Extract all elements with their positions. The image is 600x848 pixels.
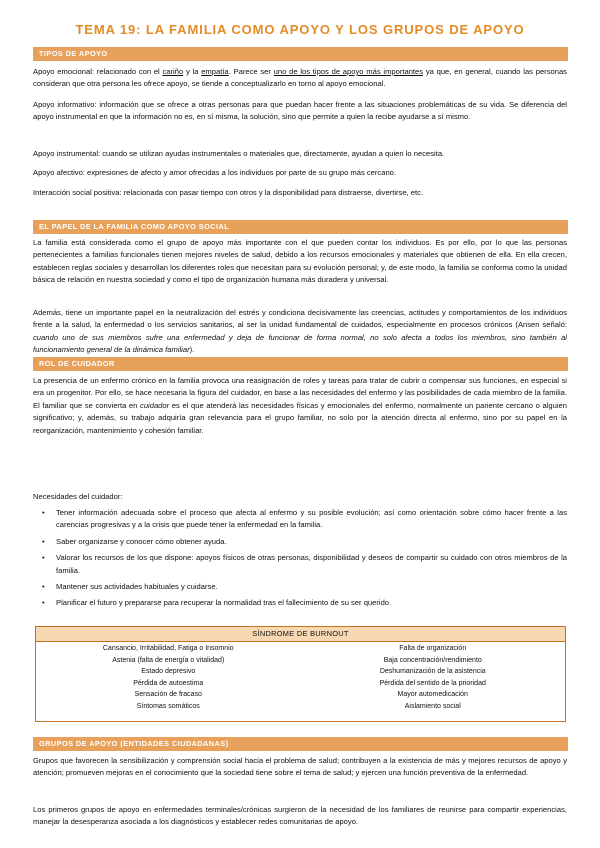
paragraph-grupos-1: Grupos que favorecen la sensibilización y comprensión social hacia el problema de salud; contribuyen a la existencia de más y mejores recursos de apoyo y atención; promueven mejoras en el conocimiento que la sociedad tiene sobre el tema de salud; y ejercen una función preventiva de la enfermedad. [33, 756, 567, 778]
table-cell: Cansancio, Irritabilidad, Fatiga o Insomnio [102, 645, 234, 652]
paragraph-familia-1: La familia está considerada como el grupo de apoyo más importante con el que pueden contar los individuos. Es por ello, por lo que las personas pertenecientes a familias funcionales tienen mejores niveles de salud, debido a los recursos emocionales y materiales que obtienen de ella. En ella crecen, establecen reglas sociales y desarrollan los diferentes roles que necesitan para su evolución personal; y, de este modo, la familia se conforma como la unidad básica de relación en nuestra sociedad y como el tipo de organización humana más duradera y universal. [33, 238, 567, 285]
paragraph-apoyo-emocional: Apoyo emocional: relacionado con el cariño y la empatía. Parece ser uno de los tipos de apoyo más importantes ya que, en general, cuando las personas consideran que otra persona les ofrece apoyo, se tiende a conceptualizarlo en torno al apoyo emocional. [33, 67, 567, 89]
list-item: • Valorar los recursos de los que dispone: apoyos físicos de otras personas, disponibilidad y deseos de compartir su cuidado con otros miembros de la familia. [33, 552, 567, 577]
paragraph-cuidador: La presencia de un enfermo crónico en la familia provoca una reasignación de roles y tareas para tratar de cubrir o compensar sus funciones, en especial si era un progenitor. Por ello, se hace necesaria la figura del cuidador, en base a las necesidades del enfermo y las posibilidades de cada miembro de la familia. El familiar que se convierta en cuidador es el que atenderá las necesidades físicas y emocionales del enfermo, normalmente un pariente cercano o alguien significativo; y, además, su trabajo adquiría gran relevancia para el grupo familiar, no solo por la atención directa al enfermo, sino por su papel en la reorganización, mantenimiento y cohesión familiar. [33, 376, 567, 435]
section-bar-tipos: TIPOS DE APOYO [33, 47, 568, 61]
table-cell: Mayor automedicación [397, 691, 468, 699]
section-bar-grupos: GRUPOS DE APOYO (ENTIDADES CIUDADANAS) [33, 737, 568, 751]
paragraph-interaccion-social: Interacción social positiva: relacionada con pasar tiempo con otros y la disponibilidad para distraerse, divertirse, etc. [33, 188, 424, 197]
table-cell: Pérdida de autoestima [133, 679, 204, 687]
table-cell: Astenia (falta de energía o vitalidad) [112, 656, 225, 664]
list-item: • Mantener sus actividades habituales y cuidarse. [33, 581, 567, 593]
paragraph-familia-2: Además, tiene un importante papel en la neutralización del estrés y condiciona decisivamente las creencias, actitudes y comportamientos de los individuos frente a la salud, la enfermedad o los servicios sanitarios, al ser la unidad fundamental de cuidados, especialmente en procesos crónicos (Ansen señaló: cuando uno de sus miembros sufre una enfermedad y deja de funcionar de forma normal, no solo afecta a todos los miembros, sino también al funcionamiento general de la dinámica familiar). [33, 308, 567, 355]
table-cell: Síntomas somáticos [136, 702, 200, 710]
list-item: • Tener información adecuada sobre el proceso que afecta al enfermo y su posible evolución; así como orientación sobre cómo hacer frente a las carencias progresivas y a la crisis que puede tener la enfermedad en la familia. [33, 507, 567, 532]
burnout-left-column [36, 642, 301, 713]
table-cell: Falta de organización [399, 645, 467, 652]
table-cell: Baja concentración/rendimiento [383, 656, 482, 664]
page-title: TEMA 19: LA FAMILIA COMO APOYO Y LOS GRUPOS DE APOYO [75, 22, 525, 37]
necesidades-list [33, 507, 567, 614]
burnout-table-header: SÍNDROME DE BURNOUT [36, 627, 565, 642]
table-cell: Deshumanización de la asistencia [379, 668, 486, 676]
necesidades-label: Necesidades del cuidador: [33, 492, 123, 501]
list-item: • Saber organizarse y conocer cómo obtener ayuda. [33, 536, 567, 548]
list-item: • Planificar el futuro y prepararse para recuperar la normalidad tras el fallecimiento de su ser querido. [33, 597, 567, 609]
table-cell: Estado depresivo [141, 668, 196, 676]
section-bar-cuidador: ROL DE CUIDADOR [33, 357, 568, 371]
section-bar-familia: EL PAPEL DE LA FAMILIA COMO APOYO SOCIAL [33, 220, 568, 234]
table-cell: Sensación de fracaso [134, 691, 202, 699]
table-cell: Pérdida del sentido de la prioridad [379, 679, 486, 687]
table-cell: Aislamiento social [404, 702, 461, 710]
paragraph-apoyo-informativo: Apoyo informativo: información que se ofrece a otras personas para que puedan hacer frente a las situaciones problemáticas de su vida. Se diferencia del apoyo instrumental en que la información no es, en sí misma, la solución, sino que permite a quien la recibe ayudarse a sí mismo. [33, 100, 567, 122]
burnout-right-column [301, 642, 566, 713]
burnout-table [35, 626, 566, 722]
paragraph-grupos-2: Los primeros grupos de apoyo en enfermedades terminales/crónicas surgieron de la necesidad de los familiares de reunirse para compartir experiencias, manejar la desesperanza asociada a los diagnósticos y establecer redes comunitarias de apoyo. [33, 805, 567, 827]
paragraph-apoyo-afectivo: Apoyo afectivo: expresiones de afecto y amor ofrecidas a los individuos por parte de su grupo más cercano. [33, 168, 397, 177]
paragraph-apoyo-instrumental: Apoyo instrumental: cuando se utilizan ayudas instrumentales o materiales que, directamente, ayudan a quien lo necesita. [33, 149, 445, 158]
